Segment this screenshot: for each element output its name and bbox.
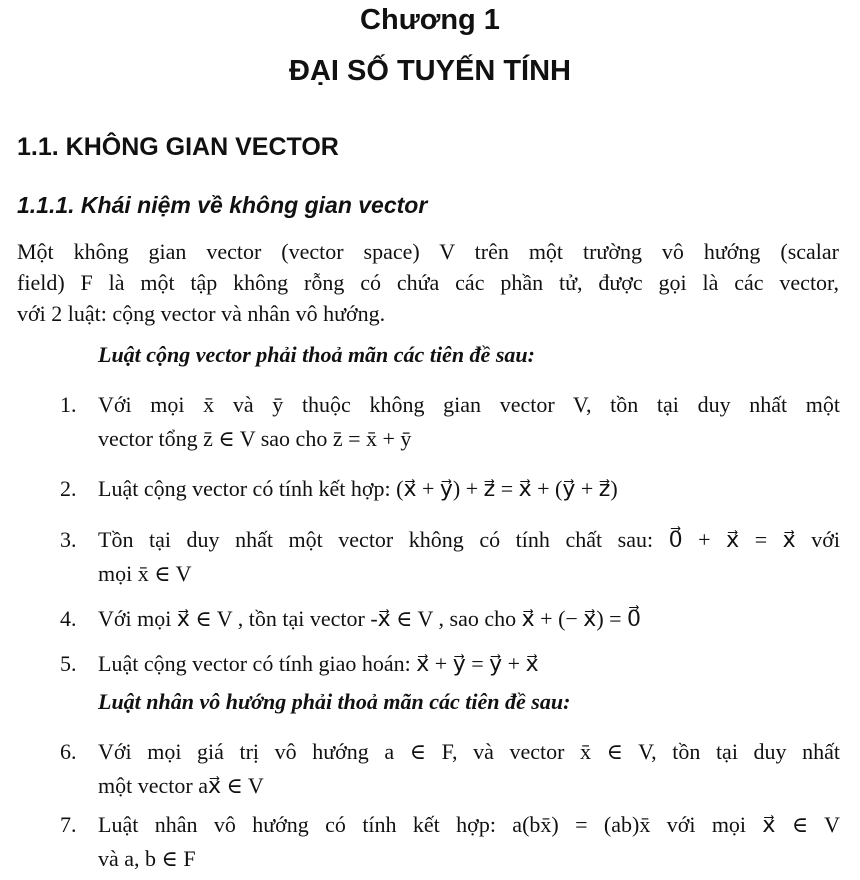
multiplication-axioms-heading: Luật nhân vô hướng phải thoả mãn các tiên đề sau:	[98, 689, 571, 714]
axiom-line: vector tổng z̄ ∈ V sao cho z̄ = x̄ + ȳ	[98, 426, 412, 451]
axiom-line: Luật cộng vector có tính kết hợp: (x⃗ + y⃗) + z⃗ = x⃗ + (y⃗ + z⃗)	[98, 476, 618, 501]
axiom-line: mọi x̄ ∈ V	[98, 561, 192, 586]
chapter-number: Chương 1	[360, 4, 500, 36]
axiom-line: Tồn tại duy nhất một vector không có tính chất sau: 0⃗ + x⃗ = x⃗ với	[98, 527, 840, 552]
axiom-number: 5.	[60, 651, 77, 676]
subsection-heading: 1.1.1. Khái niệm về không gian vector	[17, 192, 428, 218]
axiom-line: Luật cộng vector có tính giao hoán: x⃗ + y⃗ = y⃗ + x⃗	[98, 651, 539, 676]
axiom-number: 6.	[60, 739, 77, 764]
axiom-line: một vector ax⃗ ∈ V	[98, 773, 264, 798]
chapter-title: ĐẠI SỐ TUYẾN TÍNH	[289, 55, 571, 87]
axiom-number: 7.	[60, 812, 77, 837]
axiom-number: 2.	[60, 476, 77, 501]
axiom-number: 1.	[60, 392, 77, 417]
axiom-line: Với mọi giá trị vô hướng a ∈ F, và vector x̄ ∈ V, tồn tại duy nhất	[98, 739, 840, 764]
intro-line: với 2 luật: cộng vector và nhân vô hướng.	[17, 301, 386, 326]
axiom-line: và a, b ∈ F	[98, 846, 196, 871]
axiom-number: 4.	[60, 606, 77, 631]
section-heading: 1.1. KHÔNG GIAN VECTOR	[17, 133, 339, 161]
intro-paragraph	[17, 236, 839, 329]
axiom-line: Với mọi x⃗ ∈ V , tồn tại vector -x⃗ ∈ V , sao cho x⃗ + (− x⃗) = 0⃗	[98, 606, 642, 631]
axiom-line: Với mọi x̄ và ȳ thuộc không gian vector V, tồn tại duy nhất một	[98, 392, 840, 417]
axiom-number: 3.	[60, 527, 77, 552]
intro-line: field) F là một tập không rỗng có chứa các phần tử, được gọi là các vector,	[17, 270, 839, 295]
intro-line: Một không gian vector (vector space) V trên một trường vô hướng (scalar	[17, 239, 839, 264]
addition-axioms-heading: Luật cộng vector phải thoả mãn các tiên đề sau:	[98, 342, 535, 367]
axiom-line: Luật nhân vô hướng có tính kết hợp: a(bx̄) = (ab)x̄ với mọi x⃗ ∈ V	[98, 812, 840, 837]
